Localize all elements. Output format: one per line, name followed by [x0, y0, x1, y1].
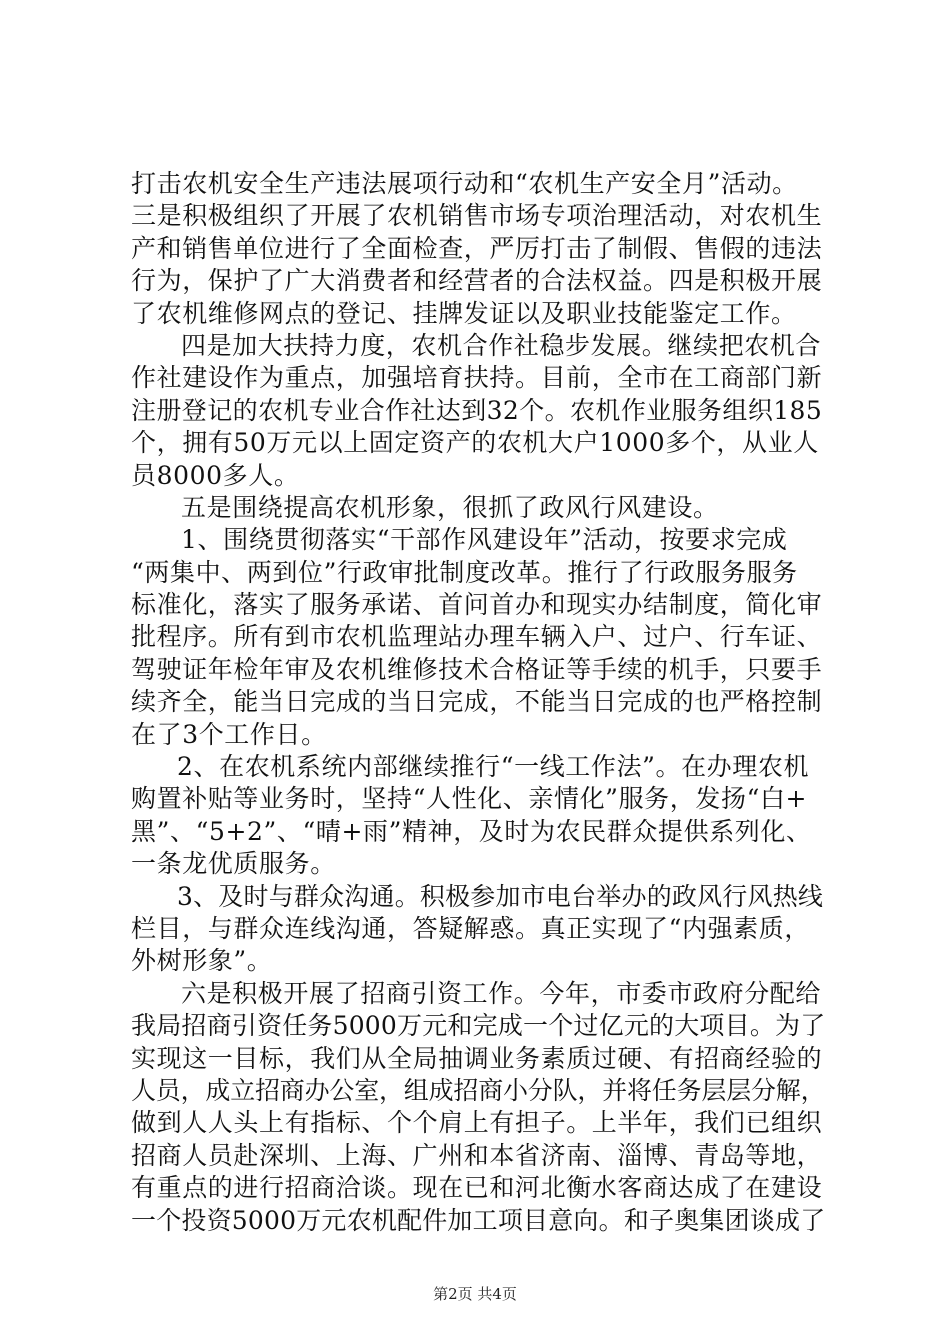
text-line: 栏目，与群众连线沟通，答疑解惑。真正实现了“内强素质， — [131, 913, 810, 943]
text-line: 黑”、“5+2”、“晴+雨”精神，及时为农民群众提供系列化、 — [131, 816, 812, 846]
text-line: 产和销售单位进行了全面检查，严厉打击了制假、售假的违法 — [131, 233, 823, 263]
text-line: “两集中、两到位”行政审批制度改革。推行了行政服务服务 — [131, 557, 798, 587]
text-line: 批程序。所有到市农机监理站办理车辆入户、过户、行车证、 — [131, 622, 823, 652]
paragraph-start-line: 五是围绕提高农机形象，很抓了政风行风建设。 — [181, 492, 719, 522]
text-line: 我局招商引资任务5000万元和完成一个过亿元的大项目。为了 — [131, 1011, 826, 1041]
text-line: 驾驶证年检年审及农机维修技术合格证等手续的机手，只要手 — [131, 654, 823, 684]
text-line: 做到人人头上有指标、个个肩上有担子。上半年，我们已组织 — [131, 1108, 823, 1138]
paragraph-start-line: 六是积极开展了招商引资工作。今年，市委市政府分配给 — [181, 978, 822, 1008]
text-line: 了农机维修网点的登记、挂牌发证以及职业技能鉴定工作。 — [131, 298, 797, 328]
page-footer: 第2页 共4页 — [433, 1285, 517, 1303]
text-line: 在了3个工作日。 — [131, 719, 327, 749]
text-line: 打击农机安全生产违法展项行动和“农机生产安全月”活动。 — [131, 169, 798, 198]
text-line: 续齐全，能当日完成的当日完成，不能当日完成的也严格控制 — [131, 687, 823, 717]
text-line: 实现这一目标，我们从全局抽调业务素质过硬、有招商经验的 — [131, 1043, 823, 1073]
text-line: 有重点的进行招商洽谈。现在已和河北衡水客商达成了在建设 — [131, 1173, 823, 1203]
text-line: 三是积极组织了开展了农机销售市场专项治理活动，对农机生 — [131, 201, 823, 231]
text-line: 购置补贴等业务时，坚持“人性化、亲情化”服务，发扬“白+ — [131, 784, 808, 814]
text-line: 一个投资5000万元农机配件加工项目意向。和子奥集团谈成了 — [131, 1205, 826, 1235]
text-line: 注册登记的农机专业合作社达到32个。农机作业服务组织185 — [131, 395, 823, 425]
paragraph-start-line: 1、围绕贯彻落实“干部作风建设年”活动，按要求完成 — [181, 525, 788, 555]
document-body — [131, 168, 827, 1237]
text-line: 招商人员赴深圳、上海、广州和本省济南、淄博、青岛等地， — [131, 1140, 823, 1170]
text-line: 个，拥有50万元以上固定资产的农机大户1000多个，从业人 — [131, 428, 819, 458]
text-line: 员8000多人。 — [131, 460, 300, 490]
paragraph-start-line: 3、及时与群众沟通。积极参加市电台举办的政风行风热线 — [177, 881, 824, 911]
text-line: 人员，成立招商办公室，组成招商小分队，并将任务层层分解， — [131, 1075, 826, 1105]
text-line: 一条龙优质服务。 — [131, 849, 336, 879]
text-line: 行为，保护了广大消费者和经营者的合法权益。四是积极开展 — [131, 266, 823, 296]
paragraph-start-line: 四是加大扶持力度，农机合作社稳步发展。继续把农机合 — [181, 330, 822, 360]
paragraph-start-line: 2、在农机系统内部继续推行“一线工作法”。在办理农机 — [177, 752, 810, 782]
text-line: 标准化，落实了服务承诺、首问首办和现实办结制度，简化审 — [131, 590, 823, 620]
text-line: 作社建设作为重点，加强培育扶持。目前，全市在工商部门新 — [131, 363, 823, 393]
text-line: 外树形象”。 — [131, 946, 273, 976]
